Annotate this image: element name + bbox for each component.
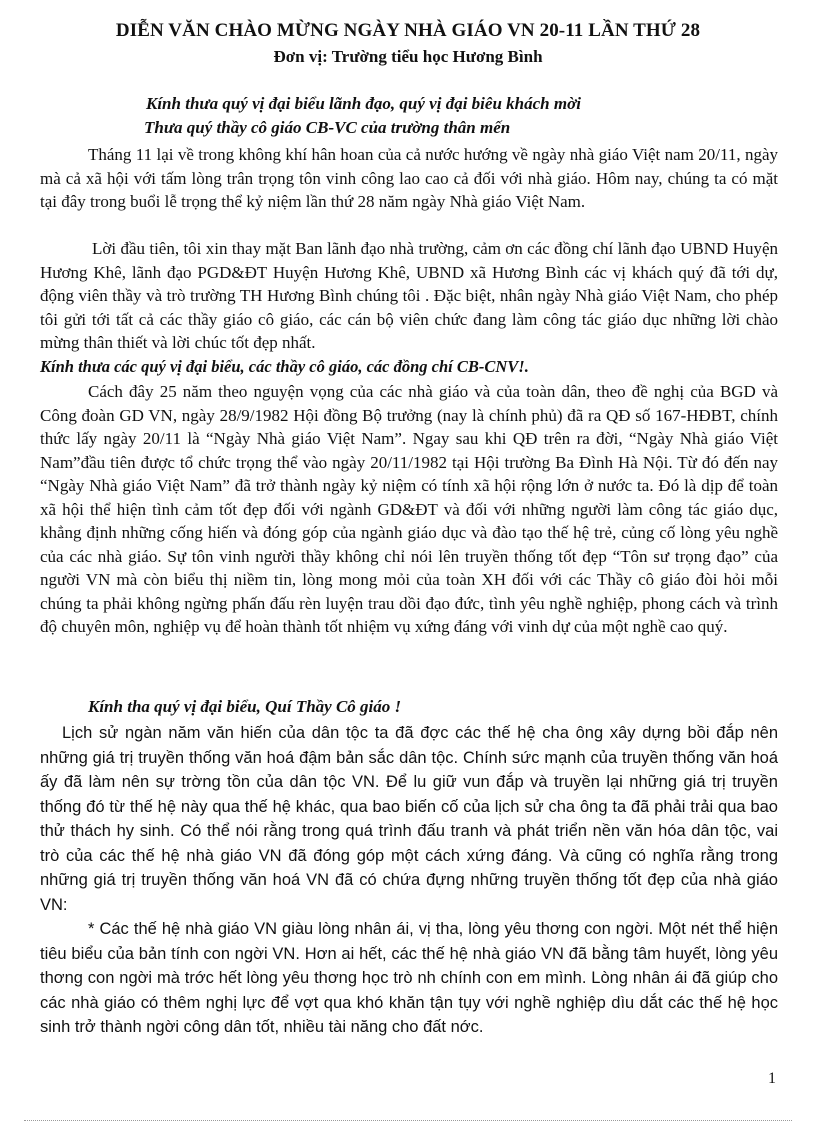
greeting-line-3: Kính thưa các quý vị đại biểu, các thầy cô giáo, các đồng chí CB-CNV!. [40, 357, 529, 376]
paragraph-3: Cách đây 25 năm theo nguyện vọng của các nhà giáo và của toàn dân, theo đề nghị của BGD và Công đoàn GD VN, ngày 28/9/1982 Hội đồng Bộ trưởng (nay là chính phủ) đã ra QĐ số 167-HĐBT, chính thức lấy ngày 20/11 là “Ngày Nhà giáo Việt Nam”. Ngay sau khi QĐ trên ra đời, “Ngày Nhà giáo Việt Nam”đầu tiên được tổ chức trọng thể vào ngày 20/11/1982 tại Hội trường Ba Đình Hà Nội. Từ đó đến nay “Ngày Nhà giáo Việt Nam” đã trở thành ngày kỷ niệm có tính xã hội rộng lớn ở nước ta. Đó là dịp để toàn xã hội thể hiện tình cảm tốt đẹp đối với ngành GD&ĐT và đối với những người làm công tác giáo dục, khẳng định những cống hiến và đóng góp của ngành giáo dục và đào tạo thế hệ trẻ, củng cố lòng yêu nghề của các nhà giáo. Sự tôn vinh người thầy không chỉ nói lên truyền thống tốt đẹp “Tôn sư trọng đạo” của người VN mà còn biểu thị niềm tin, lòng mong mỏi của toàn XH đối với các Thầy cô giáo đòi hỏi mỗi chúng ta phải không ngừng phấn đấu rèn luyện trau dồi đạo đức, tình yêu nghề nghiệp, phong cách và trình độ chuyên môn, nghiệp vụ để hoàn thành tốt nhiệm vụ xứng đáng với vinh dự của một nghề cao quý. [40, 382, 778, 636]
greeting-line-4: Kính tha quý vị đại biểu, Quí Thầy Cô giáo ! [88, 697, 402, 716]
greeting-line-1: Kính thưa quý vị đại biểu lãnh đạo, quý vị đại biêu khách mời [146, 94, 581, 113]
paragraph-1: Tháng 11 lại về trong không khí hân hoan của cả nước hướng về ngày nhà giáo Việt nam 20/11, ngày mà cả xã hội với tấm lòng trân trọng tôn vinh công lao cao cả đối với nhà giáo. Hôm nay, chúng ta có mặt tại đây trong buổi lễ trọng thể kỷ niệm lần thứ 28 năm ngày Nhà giáo Việt Nam. [40, 145, 778, 211]
paragraph-2: Lời đầu tiên, tôi xin thay mặt Ban lãnh đạo nhà trường, cảm ơn các đồng chí lãnh đạo UBND Huyện Hương Khê, lãnh đạo PGD&ĐT Huyện Hương Khê, UBND xã Hương Bình các vị khách quý đã tới dự, động viên thầy và trò trường TH Hương Bình chúng tôi . Đặc biệt, nhân ngày Nhà giáo Việt Nam, cho phép tôi gửi tới tất cả các thầy giáo cô giáo, các cán bộ viên chức đang làm công tác giáo dục những lời chào mừng thân thiết và lời chúc tốt đẹp nhất. [40, 239, 778, 352]
page-number: 1 [768, 1070, 776, 1087]
page-bottom-divider [24, 1120, 792, 1121]
paragraph-5: * Các thế hệ nhà giáo VN giàu lòng nhân ái, vị tha, lòng yêu thơng con ngời. Một nét thể hiện tiêu biểu của bản tính con ngời VN. Hơn ai hết, các thế hệ nhà giáo VN đã bằng tâm huyết, lòng yêu thơng con ngời mà trớc hết lòng yêu thơng học trò nh chính con em mình. Lòng nhân ái đã giúp cho các nhà giáo có thêm nghị lực để vợt qua khó khăn tận tụy với nghề nghiệp dìu dắt các thế hệ học sinh trở thành ngời công dân tốt, nhiều tài năng cho đất nớc. [40, 920, 778, 1036]
paragraph-4: Lịch sử ngàn năm văn hiến của dân tộc ta đã đợc các thế hệ cha ông xây dựng bồi đắp nên những giá trị truyền thống văn hoá đậm bản sắc dân tộc. Chính sức mạnh của truyền thống văn hoá ấy đã làm nên sự trờng tồn của dân tộc VN. Để lu giữ vun đắp và truyền lại những giá trị truyền thống đó từ thế hệ này qua thế hệ khác, qua bao biến cố của lịch sử cha ông ta đã phải trải qua bao thử thách hy sinh. Có thể nói rằng trong quá trình đấu tranh và phát triển nền văn hóa dân tộc, vai trò của các thế hệ nhà giáo VN đã đóng góp một cách xứng đáng. Và cũng có nghĩa rằng trong những giá trị truyền thống văn hoá VN đã có chứa đựng những truyền thống tốt đẹp của nhà giáo VN: [40, 724, 778, 914]
greeting-line-2: Thưa quý thầy cô giáo CB-VC của trường thân mến [144, 118, 511, 137]
organization-unit: Đơn vị: Trường tiểu học Hương Bình [273, 47, 543, 66]
document-title: DIỄN VĂN CHÀO MỪNG NGÀY NHÀ GIÁO VN 20-11 LẦN THỨ 28 [115, 20, 701, 41]
